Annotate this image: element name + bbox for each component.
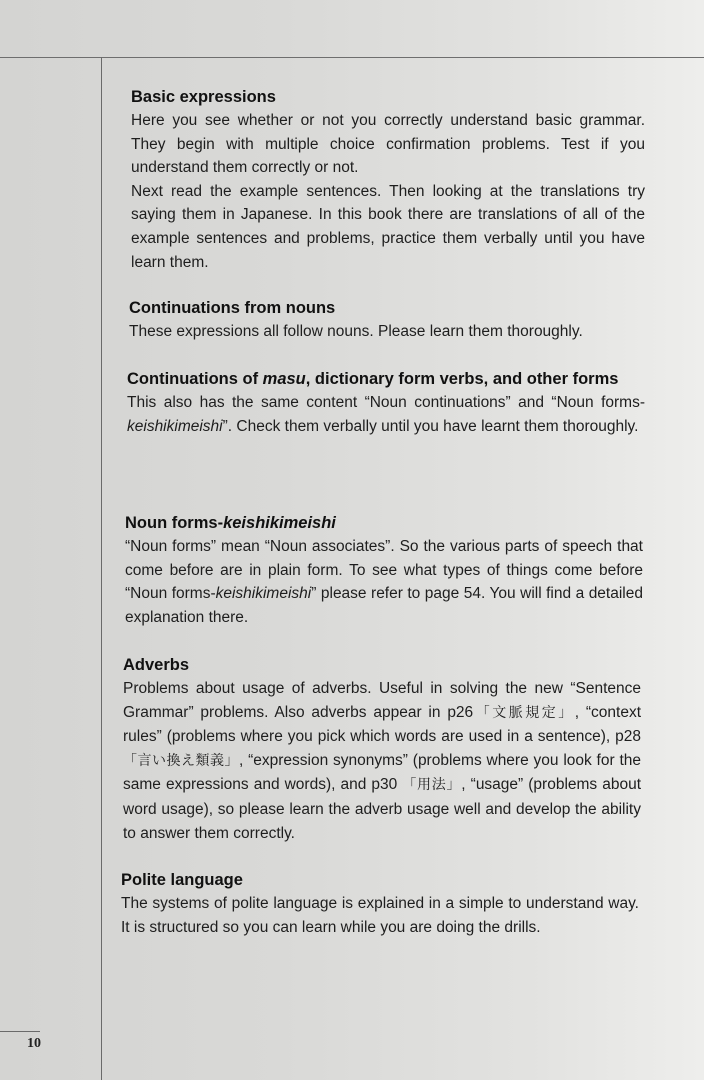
japanese-term: 「文脈規定」 <box>473 704 575 721</box>
text-part: ” please refer to page 54. You will find a detailed explanation there. <box>125 585 643 626</box>
section-heading: Polite language <box>121 871 243 889</box>
text-part: ”. Check them verbally until you have learnt them thoroughly. <box>222 417 639 435</box>
section-continuations-from-nouns <box>129 297 643 344</box>
section-heading: Adverbs <box>123 656 190 674</box>
page-number-rule <box>0 1031 40 1032</box>
heading-italic: masu <box>262 370 306 388</box>
japanese-term: 「用法」 <box>402 777 462 794</box>
section-heading <box>127 368 645 391</box>
section-heading: Continuations from nouns <box>129 299 336 317</box>
japanese-term: 「言い換え類義」 <box>123 752 239 769</box>
text-part: “Noun forms” mean “Noun associates”. So the various parts of speech that come before are in plain form. To see what types of things come before “Noun forms- <box>125 538 643 603</box>
heading-part: Noun forms- <box>125 514 224 532</box>
section-noun-forms <box>125 512 643 629</box>
section-paragraph: These expressions all follow nouns. Please learn them thoroughly. <box>129 323 583 340</box>
page-number: 10 <box>27 1036 41 1051</box>
heading-part: Continuations of <box>127 370 263 388</box>
heading-italic: keishikimeishi <box>223 514 336 532</box>
text-part: , “usage” (problems about word usage), so please learn the adverb usage well and develop the ability to answer them correctly. <box>123 776 642 842</box>
text-part: This also has the same content “Noun continuations” and “Noun forms- <box>127 394 645 411</box>
section-heading <box>125 512 643 535</box>
section-paragraph <box>127 391 645 438</box>
text-part: , “context rules” (problems where you pick which words are used in a sentence), p28 <box>123 703 642 746</box>
top-rule <box>0 57 704 58</box>
section-paragraph: The systems of polite language is explained in a simple to understand way. It is structured so you can learn while you are doing the drills. <box>121 895 639 936</box>
section-basic-expressions <box>131 86 645 274</box>
section-heading: Basic expressions <box>131 88 276 106</box>
text-part: , “expression synonyms” (problems where you look for the same expressions and words), and p30 <box>123 751 641 794</box>
margin-rule <box>101 57 102 1080</box>
text-part: Problems about usage of adverbs. Useful in solving the new “Sentence Grammar” problems. Also adverbs appear in p26 <box>123 680 641 721</box>
section-polite-language <box>121 869 639 939</box>
section-paragraph: Next read the example sentences. Then looking at the translations try saying them in Japanese. In this book there are translations of all of the example sentences and problems, practice them verbally until you have learn them. <box>131 182 645 271</box>
section-adverbs <box>123 654 641 845</box>
text-italic: keishikimeishi <box>127 417 223 435</box>
heading-part: , dictionary form verbs, and other forms <box>305 370 619 388</box>
section-paragraph: Here you see whether or not you correctly understand basic grammar. They begin with multiple choice confirmation problems. Test if you understand them correctly or not. <box>131 112 645 177</box>
section-paragraph <box>123 677 641 845</box>
section-continuations-of-masu <box>127 368 645 438</box>
section-paragraph <box>125 535 643 629</box>
text-italic: keishikimeishi <box>215 585 312 603</box>
